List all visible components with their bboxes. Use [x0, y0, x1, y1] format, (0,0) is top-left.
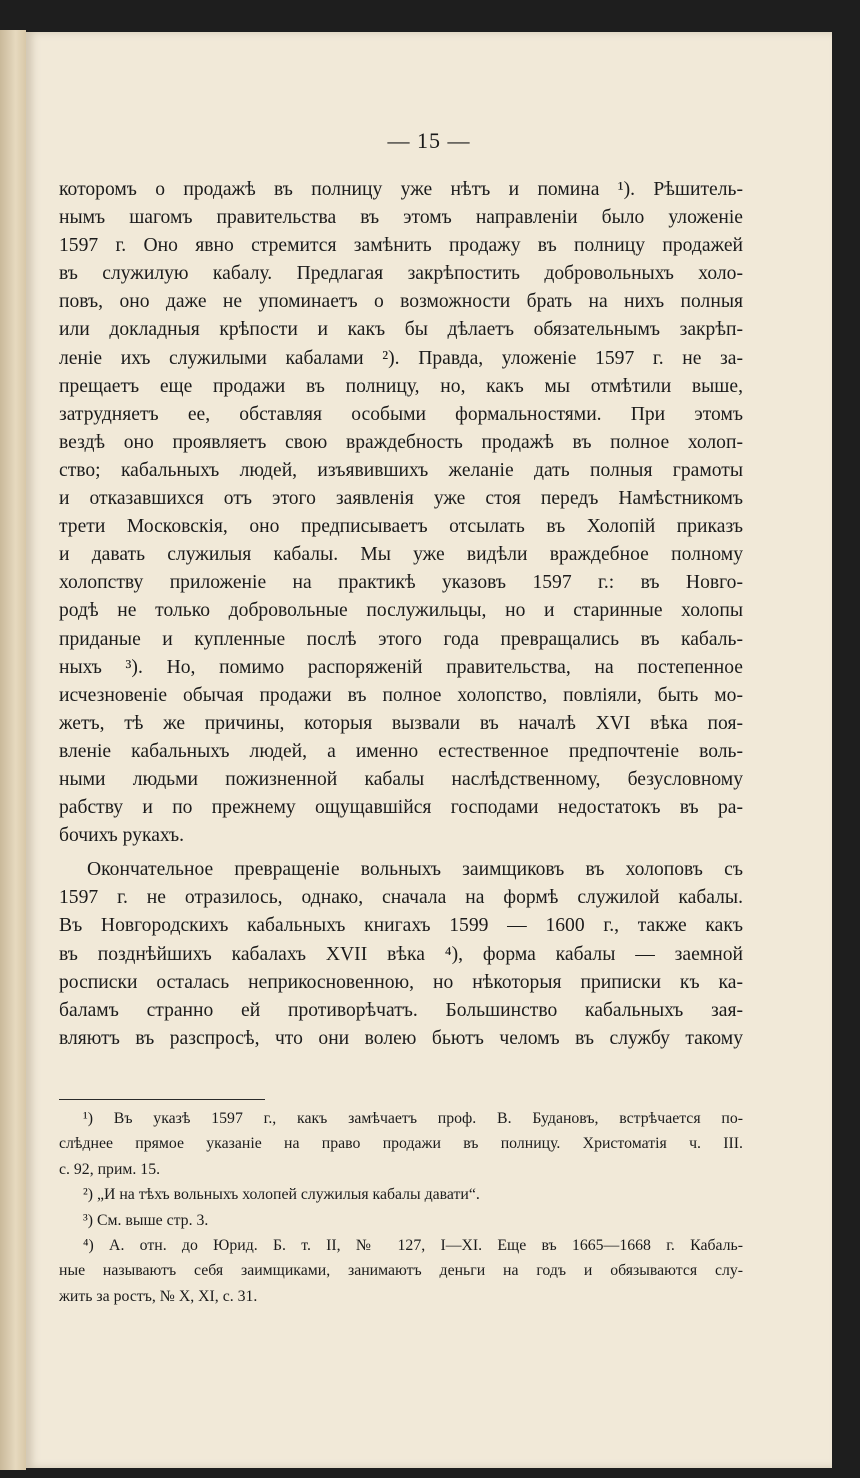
body-line: затрудняетъ ее, обставляя особыми формальностями. При этомъ [59, 403, 743, 425]
footnote-line: слѣднее прямое указаніе на право продажи въ полницу. Христоматія ч. III. [59, 1135, 743, 1153]
footnotes [59, 1106, 743, 1309]
body-line: исчезновеніе обычая продажи въ полное холопство, повліяли, быть мо- [59, 684, 743, 706]
page-edge [0, 30, 26, 1470]
body-line: вленіе кабальныхъ людей, а именно естественное предпочтеніе воль- [59, 740, 743, 762]
body-line: холопству приложеніе на практикѣ указовъ 1597 г.: въ Новго- [59, 572, 743, 594]
book-page [26, 32, 832, 1468]
footnote-line: ные называютъ себя заимщиками, занимаютъ деньги на годъ и обязываются слу- [59, 1262, 743, 1280]
body-line: и давать служилыя кабалы. Мы уже видѣли враждебное полному [59, 544, 743, 566]
body-text [59, 176, 743, 1053]
body-line: росписки осталась неприкосновенною, но нѣкоторыя приписки къ ка- [59, 971, 743, 993]
body-line: ныхъ ³). Но, помимо распоряженій правительства, на постепенное [59, 656, 743, 678]
body-line: Окончательное превращеніе вольныхъ заимщиковъ въ холоповъ съ [87, 859, 743, 881]
body-line: или докладныя крѣпости и какъ бы дѣлаетъ обязательнымъ закрѣп- [59, 319, 743, 341]
body-line: которомъ о продажѣ въ полницу уже нѣтъ и помина ¹). Рѣшитель- [59, 179, 743, 200]
body-line: и отказавшихся отъ этого заявленія уже стоя передъ Намѣстникомъ [59, 488, 743, 510]
body-line: бочихъ рукахъ. [59, 825, 185, 847]
body-line: въ позднѣйшихъ кабалахъ XVII вѣка ⁴), форма кабалы — заемной [59, 943, 743, 965]
footnote-line: ³) См. выше стр. 3. [83, 1211, 209, 1229]
body-line: родѣ не только добровольные послужильцы, но и старинные холопы [59, 600, 743, 622]
footnote-line: с. 92, прим. 15. [59, 1160, 161, 1178]
body-line: въ служилую кабалу. Предлагая закрѣпостить добровольныхъ холо- [59, 263, 743, 285]
body-line: повъ, оно даже не упоминаетъ о возможности брать на нихъ полныя [59, 291, 743, 313]
body-line: леніе ихъ служилыми кабалами ²). Правда, уложеніе 1597 г. не за- [59, 347, 743, 369]
body-line: 1597 г. Оно явно стремится замѣнить продажу въ полницу продажей [59, 235, 743, 257]
footnote-line: жить за ростъ, № X, XI, с. 31. [59, 1287, 258, 1305]
body-line: ными людьми пожизненной кабалы наслѣдственному, безусловному [59, 768, 743, 790]
footnote-line: ¹) Въ указѣ 1597 г., какъ замѣчаетъ проф. В. Будановъ, встрѣчается по- [83, 1110, 743, 1127]
footnote-line: ²) „И на тѣхъ вольныхъ холопей служилыя кабалы давати“. [83, 1186, 480, 1204]
body-line: 1597 г. не отразилось, однако, сначала на формѣ служилой кабалы. [59, 887, 743, 909]
body-line: рабству и по прежнему ощущавшійся господами недостатокъ въ ра- [59, 797, 743, 819]
body-line: вляютъ въ разспросѣ, что они волею бьютъ челомъ въ службу такому [59, 1027, 743, 1049]
body-line: ство; кабальныхъ людей, изъявившихъ желаніе дать полныя грамоты [59, 459, 743, 481]
body-line: баламъ странно ей противорѣчатъ. Большинство кабальныхъ зая- [59, 999, 743, 1021]
body-line: нымъ шагомъ правительства въ этомъ направленіи было уложеніе [59, 207, 743, 229]
body-line: прещаетъ еще продажи въ полницу, но, какъ мы отмѣтили выше, [59, 375, 743, 397]
body-line: Въ Новгородскихъ кабальныхъ книгахъ 1599 — 1600 г., также какъ [59, 915, 743, 937]
body-line: трети Московскія, оно предписываетъ отсылать въ Холопій приказъ [59, 516, 743, 538]
body-line: вездѣ оно проявляетъ свою враждебность продажѣ въ полное холоп- [59, 431, 743, 453]
footnote-line: ⁴) А. отн. до Юрид. Б. т. II, № 127, I—XI. Еще въ 1665—1668 г. Кабаль- [83, 1237, 743, 1255]
page-number: — 15 — [387, 128, 471, 153]
body-line: приданые и купленные послѣ этого года превращались въ кабаль- [59, 628, 743, 650]
footnote-divider [59, 1099, 265, 1100]
body-line: жетъ, тѣ же причины, которыя вызвали въ началѣ XVI вѣка поя- [59, 712, 743, 734]
